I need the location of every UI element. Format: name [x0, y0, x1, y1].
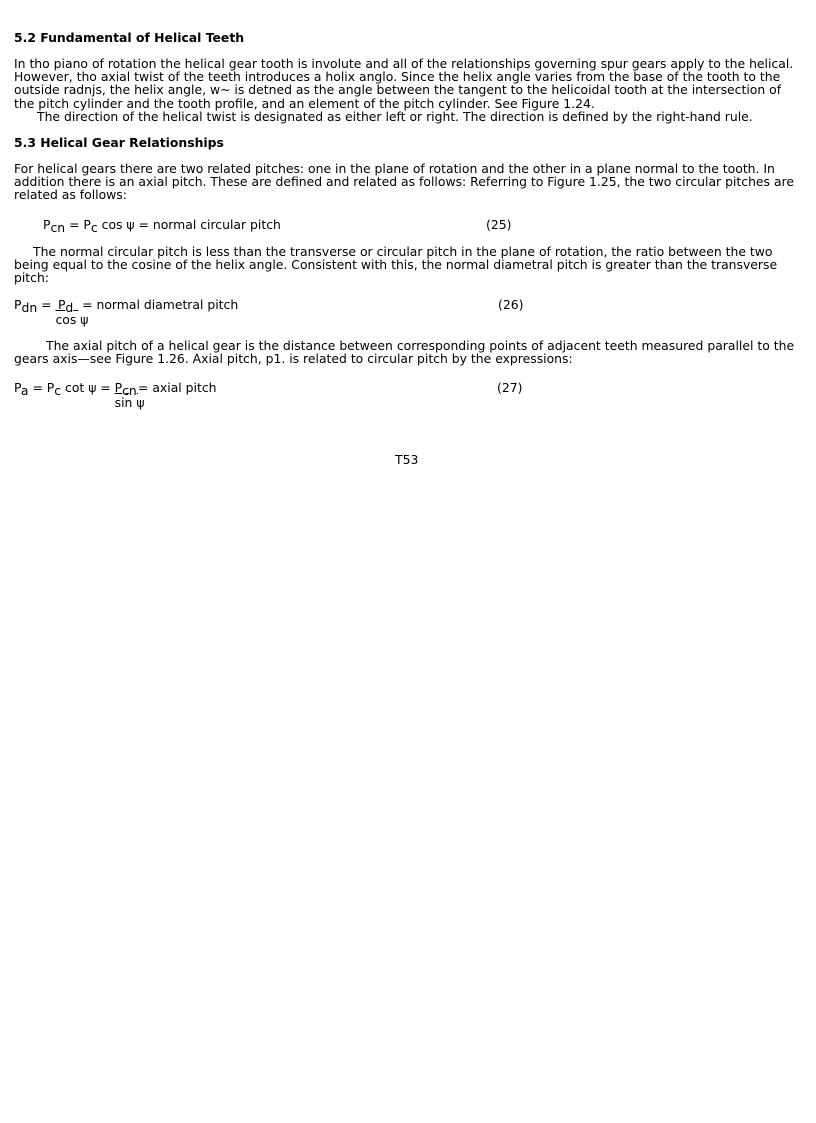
equation-27 — [14, 380, 804, 416]
equation-27-expression: Pa = Pc $\cot \psi = \frac{\text{Pcn}}{\text{sin ψ}}$ = axial pitch — [14, 379, 217, 410]
paragraph-helical-teeth: In tho piano of rotation the helical gear tooth is involute and all of the relationships governing spur gears apply to the helical. However, tho axial twist of the teeth introduces a holix anglo. Since the helix angle varies from the base of the tooth to the outside radnjs, the helix angle, w~ is detned as the angle between the tangent to the helicoidal tooth at the intersection of the pitch cylinder and the tooth profile, and an element of the pitch cylinder. See Figure 1.24. — [14, 56, 794, 111]
equation-26-expression: Pdn = $\frac{Pd}{\text{cos ψ}}$ = normal diametral pitch — [14, 297, 239, 328]
equation-26-denominator: cos ψ — [55, 312, 89, 328]
equation-27-number: (27) — [497, 379, 523, 395]
equation-25-expression: Pcn = Pc cos ψ = normal circular pitch — [43, 216, 281, 235]
paragraph-normal-circular-pitch: The normal circular pitch is less than the transverse or circular pitch in the plane of rotation, the ratio between the two being equal to the cosine of the helix angle. Consistent with this, the normal diametral pitch is greater than the transverse pitch: — [14, 243, 778, 286]
paragraph-related-pitches: For helical gears there are two related pitches: one in the plane of rotation and the other in a plane normal to the tooth. In addition there is an axial pitch. These are defined and related as follows: Referring to Figure 1.25, the two circular pitches are related as follows: — [14, 161, 794, 203]
equation-25 — [14, 217, 804, 245]
equation-25-number: (25) — [486, 216, 512, 232]
page-number: T53 — [395, 452, 419, 467]
equation-26 — [14, 297, 804, 333]
paragraph-axial-pitch: The axial pitch of a helical gear is the distance between corresponding points of adjacent teeth measured parallel to the gears axis—see Figure 1.26. Axial pitch, p1. is related to circular pitch by the expressions: — [14, 338, 795, 367]
equation-26-number: (26) — [498, 297, 524, 313]
paragraph-helical-twist: The direction of the helical twist is designated as either left or right. The direction is defined by the right-hand rule. — [37, 108, 753, 124]
heading-5-2: 5.2 Fundamental of Helical Teeth — [14, 30, 245, 45]
equation-27-denominator: sin ψ — [114, 394, 145, 410]
page-content — [14, 30, 804, 416]
heading-5-3: 5.3 Helical Gear Relationships — [14, 135, 224, 151]
